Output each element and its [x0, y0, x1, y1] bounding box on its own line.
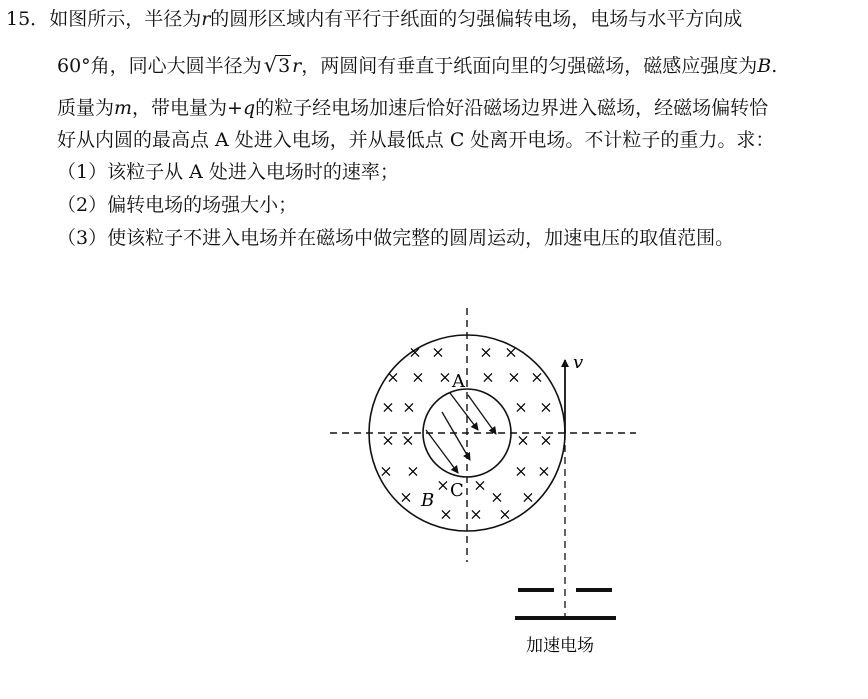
cross-mark: ×	[504, 342, 518, 362]
field-arrow	[442, 412, 470, 460]
problem-line-3: 质量为m，带电量为+q的粒子经电场加速后恰好沿磁场边界进入磁场，经磁场偏转恰	[57, 97, 769, 119]
cross-mark: ×	[431, 342, 445, 362]
variable-B: B	[757, 55, 772, 77]
cross-mark: ×	[401, 430, 415, 450]
cross-mark: ×	[481, 367, 495, 387]
cross-mark: ×	[379, 461, 393, 481]
cross-mark: ×	[469, 504, 483, 524]
question-2: （2）偏转电场的场强大小；	[57, 194, 298, 216]
question-1: （1）该粒子从 A 处进入电场时的速率；	[57, 161, 399, 183]
cross-mark: ×	[438, 367, 452, 387]
problem-line-2: 60°角，同心大圆半径为√3 r，两圆间有垂直于纸面向里的匀强磁场，磁感应强度为B.	[57, 53, 778, 77]
variable-q: q	[242, 97, 256, 119]
cross-mark: ×	[537, 461, 551, 481]
cross-mark: ×	[439, 504, 453, 524]
cross-mark: ×	[411, 367, 425, 387]
problem-line-1: 15．如图所示，半径为r的圆形区域内有平行于纸面的匀强偏转电场，电场与水平方向成	[6, 8, 743, 30]
cross-mark: ×	[386, 367, 400, 387]
field-arrow	[426, 430, 458, 473]
field-arrow	[450, 393, 478, 430]
cross-mark: ×	[399, 487, 413, 507]
cross-mark: ×	[479, 342, 493, 362]
cross-mark: ×	[381, 397, 395, 417]
cross-mark: ×	[406, 461, 420, 481]
electric-field-arrows	[426, 393, 496, 473]
cross-mark: ×	[408, 342, 422, 362]
physics-diagram	[320, 300, 650, 670]
cross-mark: ×	[514, 461, 528, 481]
cross-mark: ×	[514, 397, 528, 417]
sqrt-3-r: √3	[263, 53, 291, 77]
cross-mark: ×	[539, 430, 553, 450]
cross-mark: ×	[381, 430, 395, 450]
cross-mark: ×	[436, 475, 450, 495]
cross-mark: ×	[530, 367, 544, 387]
question-3: （3）使该粒子不进入电场并在磁场中做完整的圆周运动，加速电压的取值范围。	[57, 227, 735, 249]
label-B: B	[421, 490, 435, 511]
problem-line-4: 好从内圆的最高点 A 处进入电场，并从最低点 C 处离开电场。不计粒子的重力。求：	[57, 129, 775, 151]
problem-number: 15．	[6, 8, 50, 30]
cross-mark: ×	[473, 475, 487, 495]
cross-mark: ×	[490, 487, 504, 507]
label-C: C	[450, 480, 464, 501]
accel-field-label: 加速电场	[526, 636, 594, 656]
cross-mark: ×	[498, 504, 512, 524]
variable-m: m	[114, 97, 133, 119]
field-arrow	[468, 395, 496, 434]
cross-mark: ×	[539, 397, 553, 417]
cross-mark: ×	[507, 367, 521, 387]
label-A: A	[452, 371, 465, 392]
cross-mark: ×	[402, 397, 416, 417]
label-v: v	[573, 352, 584, 373]
cross-mark: ×	[521, 487, 535, 507]
variable-r: r	[201, 8, 211, 30]
cross-mark: ×	[516, 430, 530, 450]
